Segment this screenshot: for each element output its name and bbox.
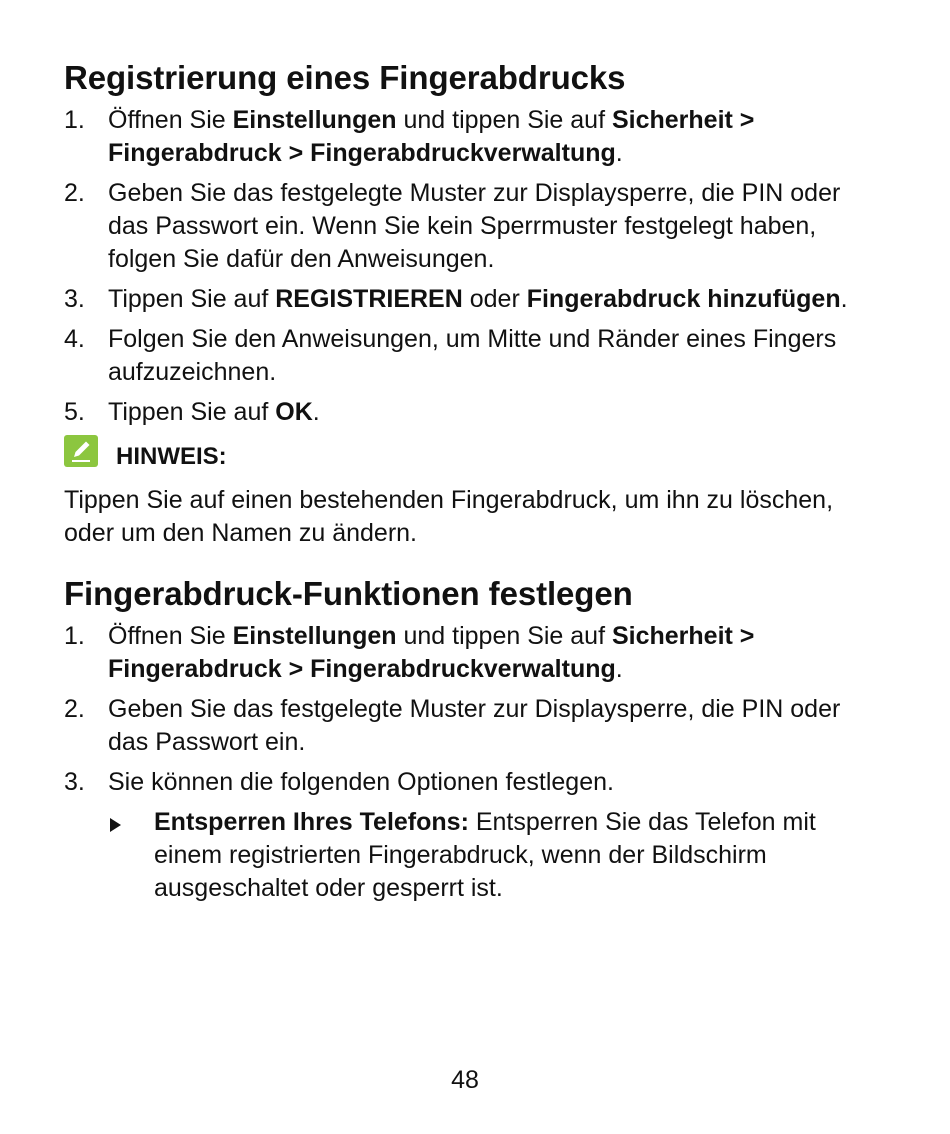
- option-bullet-unlock: [64, 806, 884, 905]
- section-title-registration: Registrierung eines Fingerabdrucks: [64, 59, 626, 96]
- functions-steps-list: [64, 620, 884, 799]
- step-number: 3.: [64, 285, 85, 313]
- section-title-functions: Fingerabdruck-Funktionen festlegen: [64, 575, 633, 612]
- list-item: [64, 283, 884, 316]
- page-content: [64, 56, 884, 905]
- list-item: [64, 693, 884, 759]
- step-text: Öffnen Sie: [108, 622, 233, 650]
- note-pencil-icon: [64, 435, 98, 467]
- step-text: und tippen Sie auf: [396, 106, 612, 134]
- step-number: 1.: [64, 106, 85, 134]
- step-text: Folgen Sie den Anweisungen, um Mitte und Ränder eines Fingers aufzuzeichnen.: [108, 325, 837, 386]
- step-text: .: [840, 285, 848, 313]
- step-number: 2.: [64, 179, 85, 207]
- triangle-bullet-icon: [110, 818, 121, 832]
- step-emphasis: Einstellungen: [232, 622, 397, 650]
- step-text: Geben Sie das festgelegte Muster zur Displaysperre, die PIN oder das Passwort ein. Wenn Sie kein Sperrmuster festgelegt haben, folgen Sie dafür den Anweisungen.: [108, 179, 841, 273]
- step-text: Geben Sie das festgelegte Muster zur Displaysperre, die PIN oder das Passwort ein.: [108, 695, 841, 756]
- step-emphasis: OK: [275, 398, 313, 426]
- step-emphasis: Sicherheit > Fingerabdruck > Fingerabdruckverwaltung: [108, 622, 755, 683]
- page-number: 48: [451, 1066, 479, 1094]
- note-header: [64, 436, 884, 478]
- step-text: Öffnen Sie: [108, 106, 233, 134]
- step-number: 3.: [64, 768, 85, 796]
- step-number: 2.: [64, 695, 85, 723]
- option-description: Entsperren Sie das Telefon mit einem registrierten Fingerabdruck, wenn der Bildschirm ausgeschaltet oder gesperrt ist.: [154, 808, 816, 902]
- note-text: Tippen Sie auf einen bestehenden Fingerabdruck, um ihn zu löschen, oder um den Namen zu ändern.: [64, 486, 834, 547]
- list-item: [64, 620, 884, 686]
- step-text: .: [615, 655, 623, 683]
- step-text: und tippen Sie auf: [396, 622, 612, 650]
- note-label: HINWEIS:: [116, 443, 227, 470]
- registration-steps-list: [64, 104, 884, 429]
- list-item: [64, 177, 884, 276]
- step-number: 4.: [64, 325, 85, 353]
- step-emphasis: Fingerabdruck hinzufügen: [526, 285, 841, 313]
- list-item: [64, 396, 884, 429]
- step-text: .: [312, 398, 320, 426]
- step-emphasis: Einstellungen: [232, 106, 397, 134]
- step-number: 5.: [64, 398, 85, 426]
- list-item: [64, 323, 884, 389]
- list-item: [64, 766, 884, 799]
- step-text: oder: [462, 285, 527, 313]
- step-text: Tippen Sie auf: [108, 398, 276, 426]
- step-emphasis: Sicherheit > Fingerabdruck > Fingerabdruckverwaltung: [108, 106, 755, 167]
- option-label: Entsperren Ihres Telefons:: [154, 808, 469, 836]
- step-number: 1.: [64, 622, 85, 650]
- step-text: .: [615, 139, 623, 167]
- step-text: Sie können die folgenden Optionen festlegen.: [108, 768, 614, 796]
- list-item: [64, 104, 884, 170]
- step-text: Tippen Sie auf: [108, 285, 276, 313]
- step-emphasis: REGISTRIEREN: [275, 285, 463, 313]
